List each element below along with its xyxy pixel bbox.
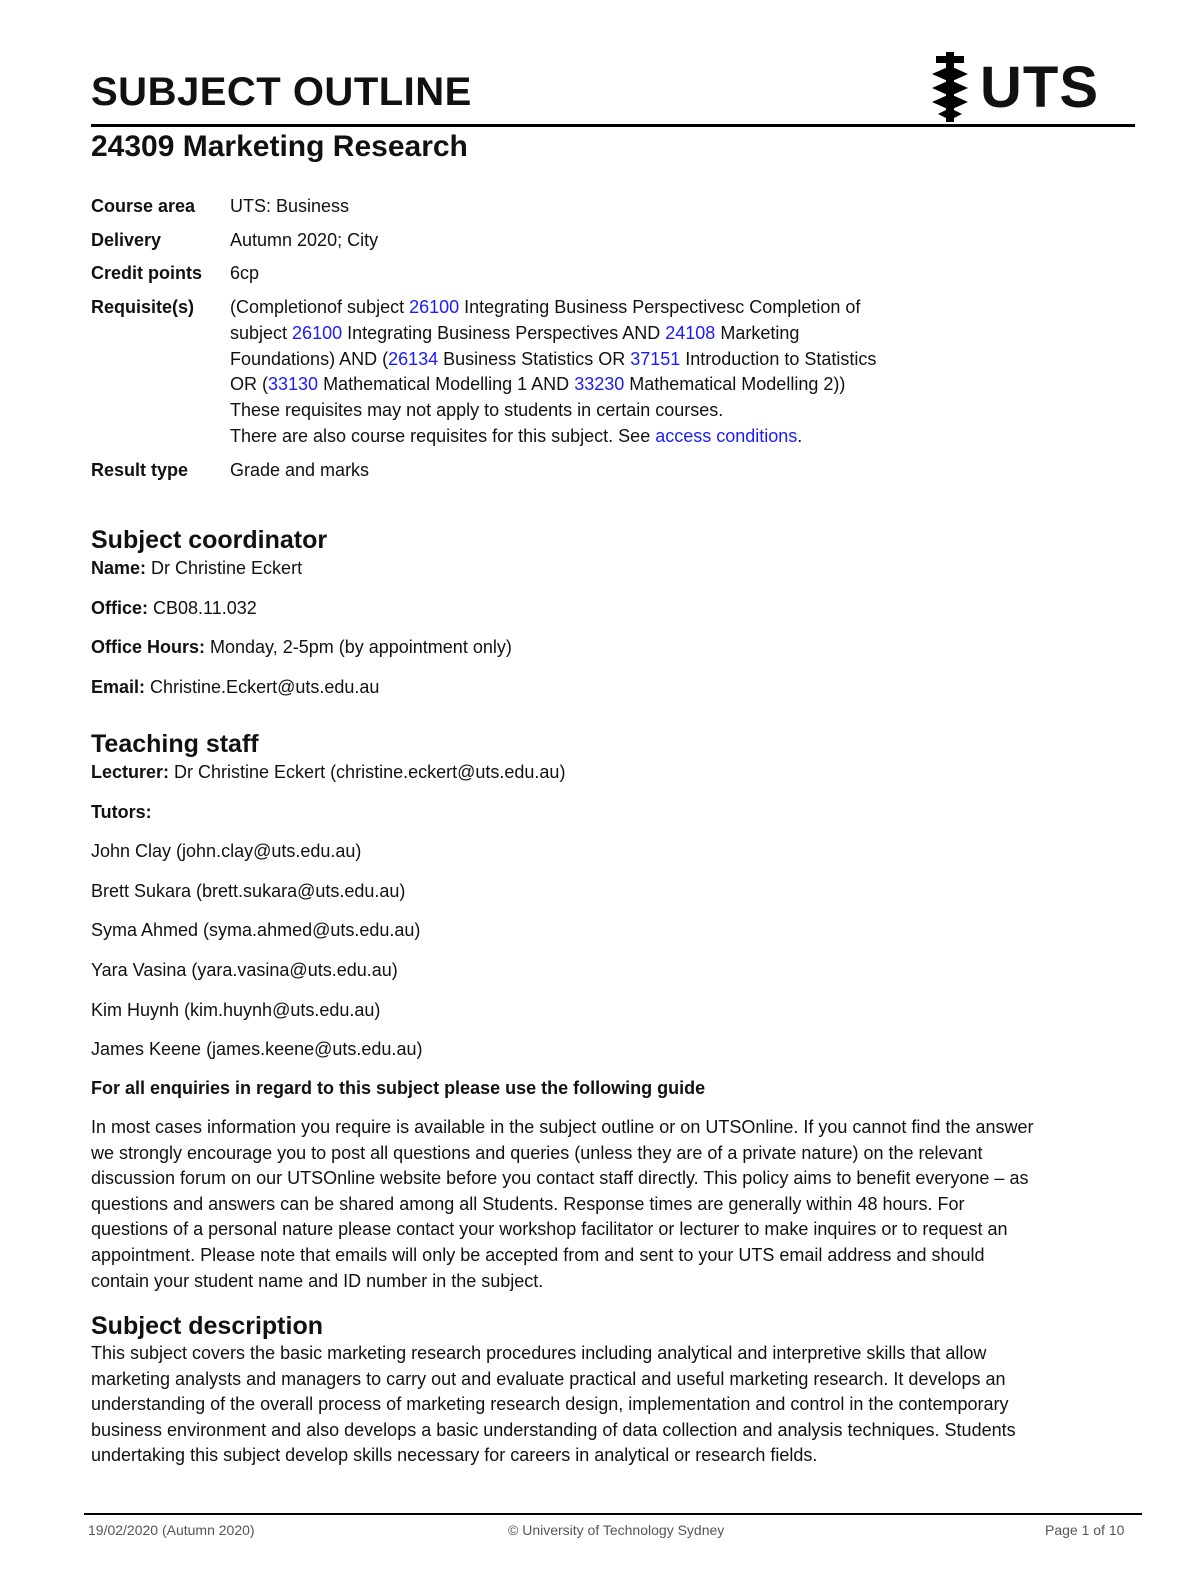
- enquiries-heading: For all enquiries in regard to this subject please use the following guide: [91, 1078, 706, 1098]
- tutors-label: Tutors:: [91, 802, 152, 822]
- delivery-label: Delivery: [91, 230, 162, 250]
- subject-link-26100[interactable]: 26100: [292, 322, 343, 343]
- teaching-staff-heading: Teaching staff: [91, 730, 259, 758]
- footer-copyright: © University of Technology Sydney: [508, 1522, 725, 1538]
- lecturer-line: Lecturer: Dr Christine Eckert (christine.eckert@uts.edu.au): [91, 762, 566, 782]
- coordinator-email: Email: Christine.Eckert@uts.edu.au: [91, 677, 380, 697]
- requisites-line: OR (33130 Mathematical Modelling 1 AND 33230 Mathematical Modelling 2)): [230, 374, 846, 395]
- requisites-line: (Completionof subject 26100 Integrating Business Perspectivesc Completion of: [230, 297, 861, 317]
- subject-title: 24309 Marketing Research: [91, 130, 468, 163]
- uts-crest-icon: [928, 50, 972, 124]
- footer-date: 19/02/2020 (Autumn 2020): [88, 1522, 255, 1538]
- credit-points-value: 6cp: [230, 263, 260, 283]
- document-title: SUBJECT OUTLINE: [91, 70, 472, 114]
- uts-logo: [928, 50, 1098, 124]
- description-heading: Subject description: [91, 1312, 323, 1340]
- access-conditions-link[interactable]: access conditions: [655, 425, 798, 446]
- course-area-value: UTS: Business: [230, 196, 350, 216]
- footer-divider: [84, 1513, 1142, 1515]
- subject-link-33230[interactable]: 33230: [574, 374, 625, 395]
- subject-link-37151[interactable]: 37151: [630, 348, 681, 369]
- tutor-item: Yara Vasina (yara.vasina@uts.edu.au): [91, 960, 398, 980]
- header-divider: [91, 124, 1135, 127]
- requisites-line: There are also course requisites for this subject. See access conditions.: [230, 425, 803, 446]
- tutor-item: Brett Sukara (brett.sukara@uts.edu.au): [91, 881, 406, 901]
- result-type-value: Grade and marks: [230, 460, 370, 480]
- tutor-item: Kim Huynh (kim.huynh@uts.edu.au): [91, 1000, 381, 1020]
- requisites-label: Requisite(s): [91, 297, 195, 317]
- tutor-item: John Clay (john.clay@uts.edu.au): [91, 841, 362, 861]
- tutor-item: Syma Ahmed (syma.ahmed@uts.edu.au): [91, 920, 421, 940]
- logo-text: UTS: [980, 55, 1099, 120]
- result-type-label: Result type: [91, 460, 189, 480]
- course-area-label: Course area: [91, 196, 196, 216]
- delivery-value: Autumn 2020; City: [230, 230, 379, 250]
- coordinator-office: Office: CB08.11.032: [91, 598, 257, 618]
- subject-link-24108[interactable]: 24108: [665, 322, 716, 343]
- tutor-item: James Keene (james.keene@uts.edu.au): [91, 1039, 423, 1059]
- footer-page-number: Page 1 of 10: [1045, 1522, 1125, 1538]
- subject-link-26100[interactable]: 26100: [409, 297, 460, 317]
- subject-link-26134[interactable]: 26134: [388, 348, 439, 369]
- description-paragraph: This subject covers the basic marketing research procedures including analytical and interpretive skills that allow marketing analysts and managers to carry out and evaluate practical and useful marketing research. It develops an understanding of the overall process of marketing research design, implementation and control in the contemporary business environment and also develops a basic understanding of data collection and analysis techniques. Students undertaking this subject develop skills necessary for careers in analytical or research fields.: [91, 1343, 1016, 1466]
- subject-link-33130[interactable]: 33130: [268, 374, 319, 395]
- coordinator-office-hours: Office Hours: Monday, 2-5pm (by appointment only): [91, 637, 512, 657]
- requisites-line: Foundations) AND (26134 Business Statistics OR 37151 Introduction to Statistics: [230, 348, 877, 369]
- coordinator-heading: Subject coordinator: [91, 526, 328, 554]
- enquiries-paragraph: In most cases information you require is available in the subject outline or on UTSOnline. If you cannot find the answer we strongly encourage you to post all questions and queries (unless they are of a private nature) on the relevant discussion forum on our UTSOnline website before you contact staff directly. This policy aims to benefit everyone – as questions and answers can be shared among all Students. Response times are generally within 48 hours. For questions of a personal nature please contact your workshop facilitator or lecturer to make inquires or to request an appointment. Please note that emails will only be accepted from and sent to your UTS email address and should contain your student name and ID number in the subject.: [91, 1117, 1034, 1291]
- requisites-note: These requisites may not apply to students in certain courses.: [230, 400, 724, 421]
- requisites-line: subject 26100 Integrating Business Perspectives AND 24108 Marketing: [230, 322, 800, 343]
- coordinator-name: Name: Dr Christine Eckert: [91, 558, 303, 578]
- credit-points-label: Credit points: [91, 263, 202, 283]
- requisites-value: [230, 295, 1010, 450]
